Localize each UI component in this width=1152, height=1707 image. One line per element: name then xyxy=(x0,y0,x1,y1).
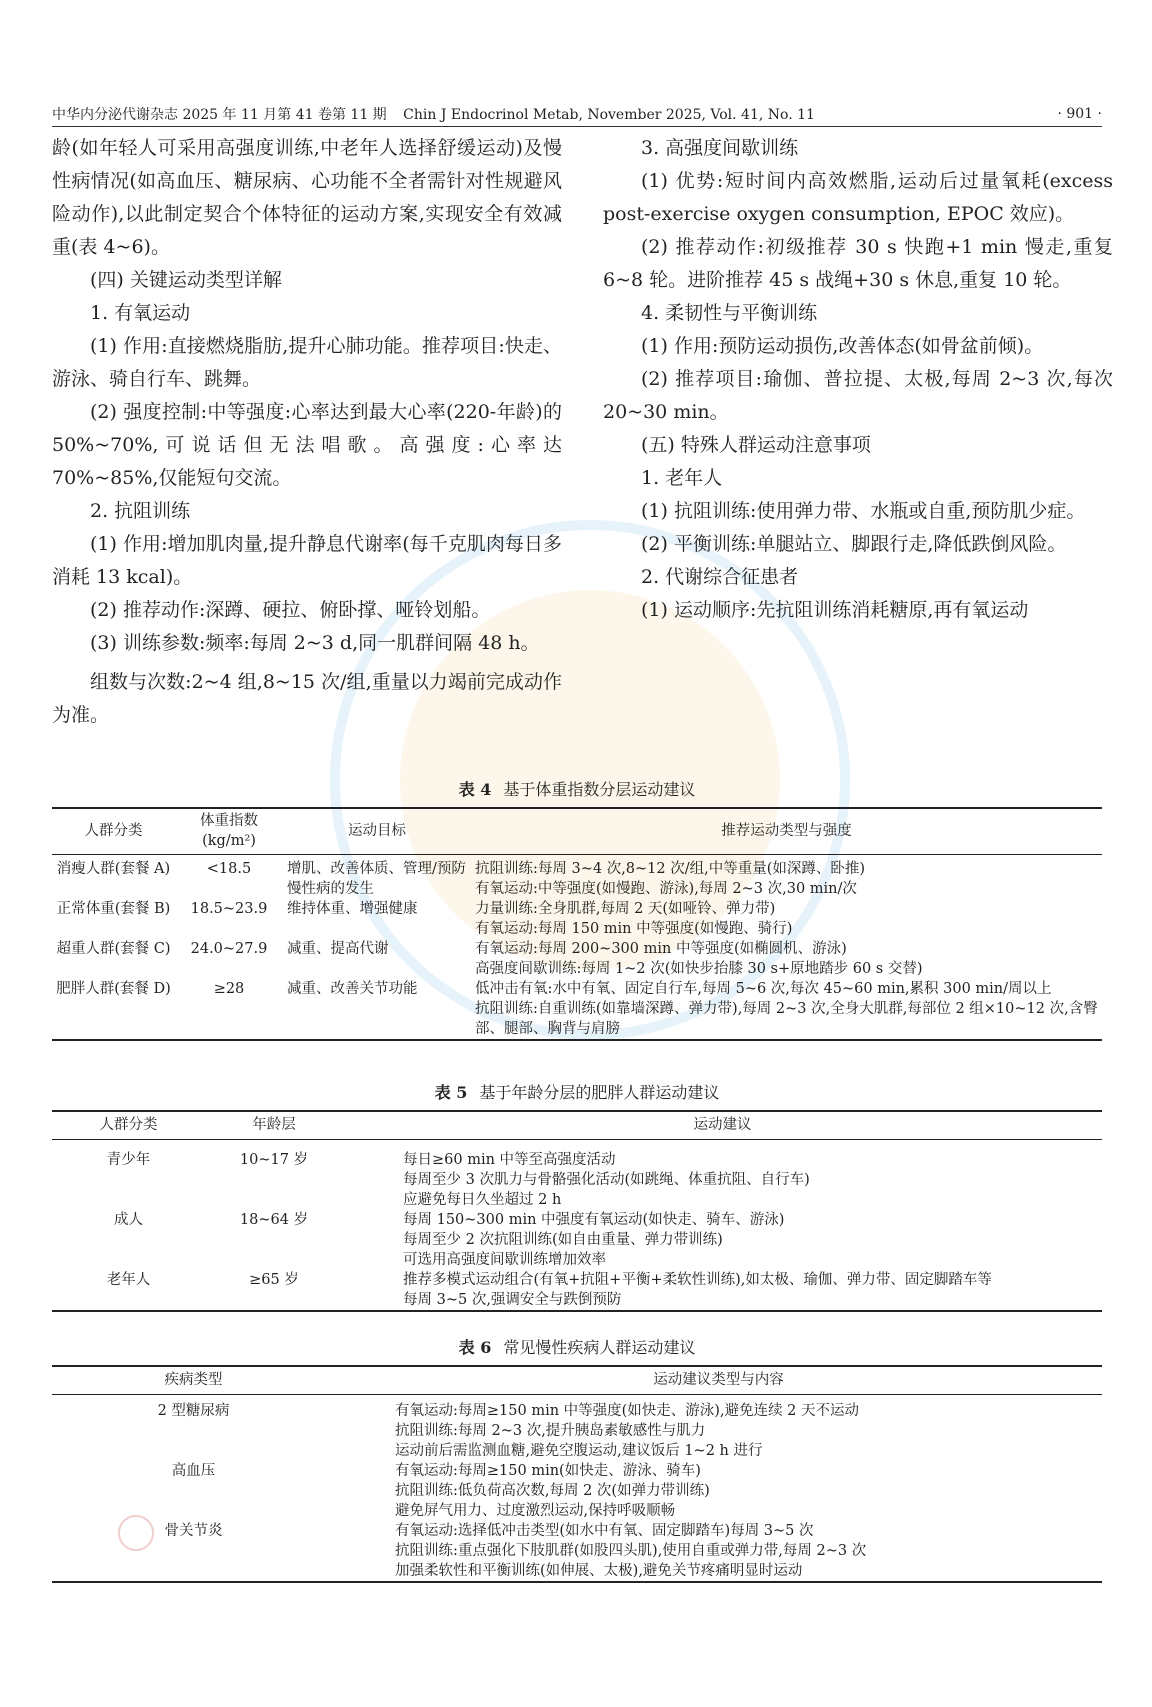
table-label: 表 4 xyxy=(458,780,492,799)
table-label: 表 6 xyxy=(458,1338,492,1357)
bmi-cell: 18.5~23.9 xyxy=(190,900,268,917)
recommendation-cell: 每周 150~300 min 中强度有氧运动(如快走、骑车、游泳) 每周至少 2 次抗阻训练(如自由重量、弹力带训练) 可选用高强度间歇训练增加效率 xyxy=(403,1211,785,1268)
subsection-heading: 2. 抗阻训练 xyxy=(90,500,191,522)
table-caption xyxy=(52,1080,1102,1106)
table-header: 体重指数(kg/m²) xyxy=(200,813,258,850)
group-cell: 老年人 xyxy=(106,1271,151,1288)
table-caption xyxy=(52,777,1102,803)
bmi-cell: ≥28 xyxy=(213,980,245,997)
paragraph: (2) 推荐动作:深蹲、硬拉、俯卧撑、哑铃划船。 xyxy=(90,599,491,621)
table-header: 运动建议 xyxy=(693,1117,752,1134)
table-row xyxy=(52,854,1102,899)
group-cell: 成人 xyxy=(114,1211,143,1228)
goal-cell: 减重、提高代谢 xyxy=(287,940,389,957)
recommendation-cell: 每日≥60 min 中等至高强度活动 每周至少 3 次肌力与骨骼强化活动(如跳绳、体重抗阻、自行车) 应避免每日久坐超过 2 h xyxy=(403,1151,810,1208)
disease-cell: 2 型糖尿病 xyxy=(157,1402,230,1419)
subsection-heading: 4. 柔韧性与平衡训练 xyxy=(641,302,818,324)
table-row xyxy=(52,1521,1102,1582)
table-row xyxy=(52,899,1102,939)
paragraph: (1) 作用:预防运动损伤,改善体态(如骨盆前倾)。 xyxy=(641,335,1044,357)
goal-cell: 维持体重、增强健康 xyxy=(287,900,418,917)
table-row xyxy=(52,1461,1102,1521)
table-row xyxy=(52,939,1102,979)
paragraph: (1) 作用:增加肌肉量,提升静息代谢率(每千克肌肉每日多消耗 13 kcal)。 xyxy=(52,533,562,588)
table-title: 基于体重指数分层运动建议 xyxy=(503,780,696,799)
table-header: 疾病类型 xyxy=(164,1372,223,1389)
table-header: 运动目标 xyxy=(348,823,406,840)
section-heading: (四) 关键运动类型详解 xyxy=(90,269,282,291)
paragraph: (1) 抗阻训练:使用弹力带、水瓶或自重,预防肌少症。 xyxy=(641,500,1086,522)
table-title: 常见慢性疾病人群运动建议 xyxy=(503,1338,696,1357)
table-row xyxy=(52,1210,1102,1270)
group-cell: 超重人群(套餐 C) xyxy=(56,940,171,957)
paragraph: (2) 推荐动作:初级推荐 30 s 快跑+1 min 慢走,重复 6~8 轮。进阶推荐 45 s 战绳+30 s 休息,重复 10 轮。 xyxy=(603,236,1113,291)
paragraph: (2) 推荐项目:瑜伽、普拉提、太极,每周 2~3 次,每次 20~30 min。 xyxy=(603,368,1113,423)
table-5 xyxy=(52,1080,1102,1312)
table-caption xyxy=(52,1335,1102,1361)
subsection-heading: 2. 代谢综合征患者 xyxy=(641,566,799,588)
age-cell: ≥65 岁 xyxy=(249,1271,299,1288)
recommendation-cell: 力量训练:全身肌群,每周 2 天(如哑铃、弹力带) 有氧运动:每周 150 min 中等强度(如慢跑、骑行) xyxy=(475,900,793,937)
running-header xyxy=(52,102,1102,127)
table-row xyxy=(52,1394,1102,1461)
group-cell: 青少年 xyxy=(106,1151,151,1168)
right-column xyxy=(603,132,1113,627)
section-heading: (五) 特殊人群运动注意事项 xyxy=(641,434,871,456)
page-number: · 901 · xyxy=(1057,106,1102,122)
subsection-heading: 1. 有氧运动 xyxy=(90,302,191,324)
table-header: 年龄层 xyxy=(252,1117,296,1134)
recommendation-cell: 有氧运动:每周≥150 min(如快走、游泳、骑车) 抗阻训练:低负荷高次数,每周 2 次(如弹力带训练) 避免屏气用力、过度激烈运动,保持呼吸顺畅 xyxy=(395,1462,710,1519)
goal-cell: 增肌、改善体质、管理/预防慢性病的发生 xyxy=(287,860,466,897)
recommendation-cell: 推荐多模式运动组合(有氧+抗阻+平衡+柔软性训练),如太极、瑜伽、弹力带、固定脚踏车等 每周 3~5 次,强调安全与跌倒预防 xyxy=(403,1271,992,1308)
table-header: 人群分类 xyxy=(84,823,143,840)
table-header: 人群分类 xyxy=(99,1117,158,1134)
subsection-heading: 1. 老年人 xyxy=(641,467,723,489)
paragraph: (3) 训练参数:频率:每周 2~3 d,同一肌群间隔 48 h。 xyxy=(90,632,540,654)
recommendation-cell: 有氧运动:每周≥150 min 中等强度(如快走、游泳),避免连续 2 天不运动 抗阻训练:每周 2~3 次,提升胰岛素敏感性与肌力 运动前后需监测血糖,避免空腹运动,建议饭后 1~2 h 进行 xyxy=(395,1402,860,1459)
table-title: 基于年龄分层的肥胖人群运动建议 xyxy=(479,1083,720,1102)
left-column xyxy=(52,132,562,732)
table-6 xyxy=(52,1335,1102,1583)
group-cell: 消瘦人群(套餐 A) xyxy=(56,860,171,877)
paragraph: 组数与次数:2~4 组,8~15 次/组,重量以力竭前完成动作为准。 xyxy=(52,671,562,726)
table-4 xyxy=(52,777,1102,1041)
paragraph: (1) 运动顺序:先抗阻训练消耗糖原,再有氧运动 xyxy=(641,599,1029,621)
goal-cell: 减重、改善关节功能 xyxy=(287,980,418,997)
table-header: 运动建议类型与内容 xyxy=(653,1372,784,1389)
group-cell: 肥胖人群(套餐 D) xyxy=(56,980,171,997)
recommendation-cell: 低冲击有氧:水中有氧、固定自行车,每周 5~6 次,每次 45~60 min,累积 300 min/周以上 抗阻训练:自重训练(如靠墙深蹲、弹力带),每周 2~3 次,全身大肌群,每部位 2 组×10~12 次,含臀部、腿部、胸背与肩膀 xyxy=(475,980,1098,1037)
recommendation-cell: 抗阻训练:每周 3~4 次,8~12 次/组,中等重量(如深蹲、卧推) 有氧运动:中等强度(如慢跑、游泳),每周 2~3 次,30 min/次 xyxy=(475,860,866,897)
age-cell: 18~64 岁 xyxy=(239,1211,309,1228)
table-row xyxy=(52,1270,1102,1311)
paragraph: (1) 优势:短时间内高效燃脂,运动后过量氧耗(excess post-exercise oxygen consumption, EPOC 效应)。 xyxy=(603,170,1113,225)
recommendation-cell: 有氧运动:每周 200~300 min 中等强度(如椭圆机、游泳) 高强度间歇训练:每周 1~2 次(如快步抬膝 30 s+原地踏步 60 s 交替) xyxy=(475,940,923,977)
paragraph: 龄(如年轻人可采用高强度训练,中老年人选择舒缓运动)及慢性病情况(如高血压、糖尿病、心功能不全者需针对性规避风险动作),以此制定契合个体特征的运动方案,实现安全有效减重(表 4~6)。 xyxy=(52,137,562,258)
disease-cell: 骨关节炎 xyxy=(164,1522,223,1539)
age-cell: 10~17 岁 xyxy=(239,1151,309,1168)
paragraph: (2) 强度控制:中等强度:心率达到最大心率(220-年龄)的 50%~70%,可说话但无法唱歌。高强度:心率达 70%~85%,仅能短句交流。 xyxy=(52,401,562,489)
journal-cn: 中华内分泌代谢杂志 2025 年 11 月第 41 卷第 11 期 xyxy=(52,107,387,123)
bmi-cell: <18.5 xyxy=(206,860,252,877)
subsection-heading: 3. 高强度间歇训练 xyxy=(641,137,799,159)
table-header: 推荐运动类型与强度 xyxy=(721,823,852,840)
bmi-cell: 24.0~27.9 xyxy=(190,940,268,957)
paragraph: (2) 平衡训练:单腿站立、脚跟行走,降低跌倒风险。 xyxy=(641,533,1067,555)
group-cell: 正常体重(套餐 B) xyxy=(56,900,171,917)
journal-en: Chin J Endocrinol Metab, November 2025, Vol. 41, No. 11 xyxy=(403,107,815,123)
table-row xyxy=(52,1139,1102,1210)
table-row xyxy=(52,979,1102,1040)
disease-cell: 高血压 xyxy=(171,1462,216,1479)
recommendation-cell: 有氧运动:选择低冲击类型(如水中有氧、固定脚踏车)每周 3~5 次 抗阻训练:重点强化下肢肌群(如股四头肌),使用自重或弹力带,每周 2~3 次 加强柔软性和平衡训练(如伸展、太极),避免关节疼痛明显时运动 xyxy=(395,1522,867,1579)
paragraph: (1) 作用:直接燃烧脂肪,提升心肺功能。推荐项目:快走、游泳、骑自行车、跳舞。 xyxy=(52,335,562,390)
table-label: 表 5 xyxy=(434,1083,468,1102)
